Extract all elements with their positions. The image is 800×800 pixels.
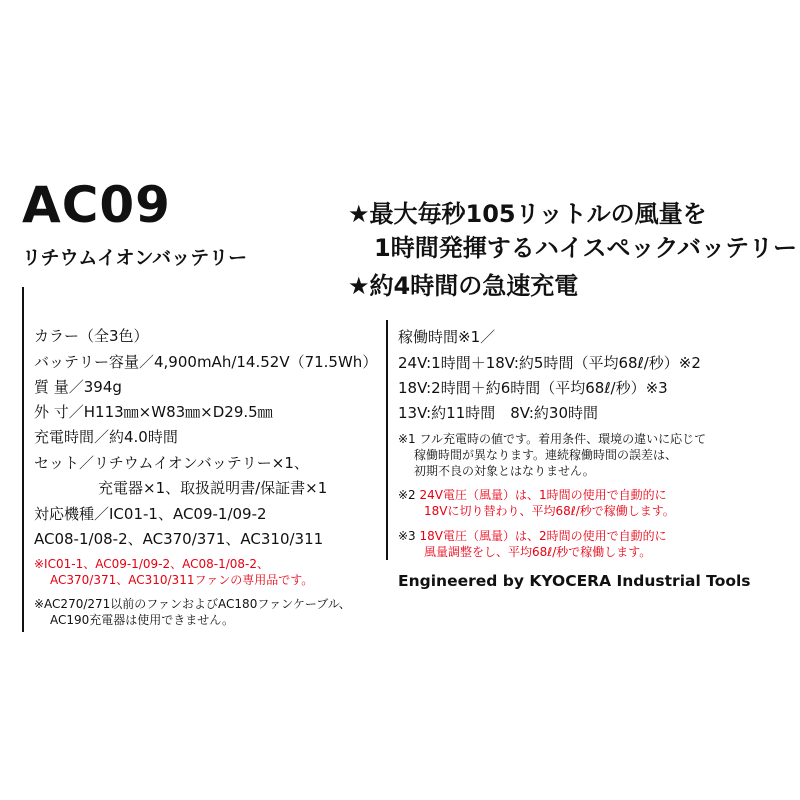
note-2-mark: ※2	[398, 488, 416, 502]
runtime-note-1-line: 稼働時間が異なります。連続稼働時間の誤差は、	[414, 448, 678, 463]
left-divider	[22, 287, 24, 632]
note-2-line: 18Vに切り替わり、平均68ℓ/秒で稼働します。	[424, 504, 675, 519]
spec-capacity: バッテリー容量／4,900mAh/14.52V（71.5Wh）	[34, 353, 378, 371]
runtime-note-1-line: 初期不良の対象とはなりません。	[414, 464, 595, 479]
headline-2: 1時間発揮するハイスペックバッテリー	[374, 234, 798, 262]
note-3-line: 18V電圧（風量）は、2時間の使用で自動的に	[419, 529, 667, 543]
runtime-line-13v-8v: 13V:約11時間 8V:約30時間	[398, 404, 598, 422]
incompatible-note-line: AC190充電器は使用できません。	[50, 613, 235, 628]
manufacturer-footer: Engineered by KYOCERA Industrial Tools	[398, 572, 751, 590]
runtime-note-1	[398, 431, 706, 480]
headline-1: ★最大毎秒105リットルの風量を	[348, 200, 707, 228]
exclusive-note-line: ※IC01-1、AC09-1/09-2、AC08-1/08-2、	[34, 557, 269, 571]
runtime-note-2	[398, 487, 675, 519]
runtime-note-1-line: ※1 フル充電時の値です。着用条件、環境の違いに応じて	[398, 432, 707, 446]
spec-compatible: 対応機種／IC01-1、AC09-1/09-2	[34, 505, 267, 523]
spec-set-cont: 充電器×1、取扱説明書/保証書×1	[98, 479, 328, 497]
runtime-line-18v: 18V:2時間＋約6時間（平均68ℓ/秒）※3	[398, 379, 668, 397]
product-subtitle: リチウムイオンバッテリー	[22, 247, 248, 269]
note-3-line: 風量調整をし、平均68ℓ/秒で稼働します。	[424, 545, 652, 560]
note-3-mark: ※3	[398, 529, 416, 543]
runtime-line-24v: 24V:1時間＋18V:約5時間（平均68ℓ/秒）※2	[398, 354, 701, 372]
right-divider	[386, 320, 388, 560]
spec-dimensions: 外 寸／H113㎜×W83㎜×D29.5㎜	[34, 403, 273, 421]
exclusive-note-line: AC370/371、AC310/311ファンの専用品です。	[50, 573, 314, 588]
spec-compatible-cont: AC08-1/08-2、AC370/371、AC310/311	[34, 530, 324, 548]
spec-color: カラー（全3色）	[34, 327, 149, 345]
spec-weight: 質 量／394g	[34, 378, 122, 396]
note-2-line: 24V電圧（風量）は、1時間の使用で自動的に	[419, 488, 667, 502]
incompatible-note	[34, 596, 351, 628]
exclusive-note	[34, 556, 313, 588]
runtime-title: 稼働時間※1／	[398, 328, 496, 346]
incompatible-note-line: ※AC270/271以前のファンおよびAC180ファンケーブル、	[34, 597, 351, 611]
runtime-note-3	[398, 528, 667, 560]
spec-set: セット／リチウムイオンバッテリー×1、	[34, 454, 309, 472]
spec-charge-time: 充電時間／約4.0時間	[34, 428, 178, 446]
model-name: AC09	[22, 176, 171, 234]
headline-3: ★約4時間の急速充電	[348, 272, 579, 300]
